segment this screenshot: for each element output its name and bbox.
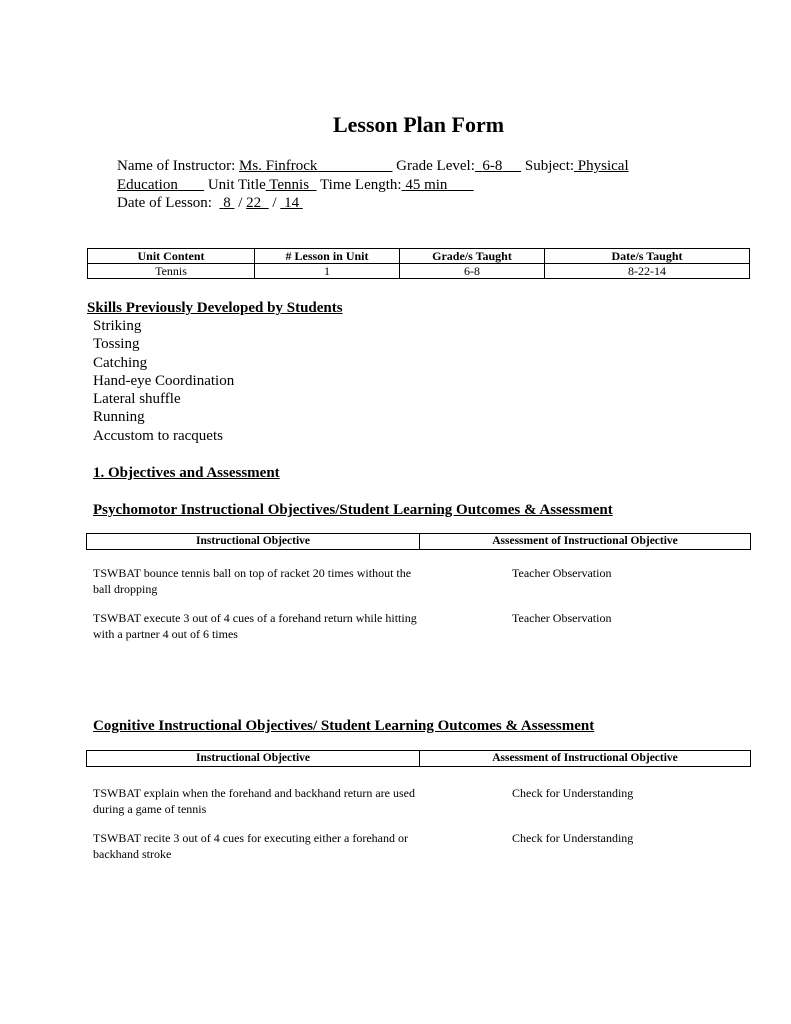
- objective-text: TSWBAT bounce tennis ball on top of racket 20 times without the ball dropping: [93, 566, 412, 596]
- subject-field-continued: Education: [117, 176, 178, 193]
- unit-table-header-row: [88, 249, 750, 264]
- instructor-label: Name of Instructor:: [117, 158, 236, 174]
- list-item: Lateral shuffle: [93, 391, 181, 408]
- grade-level-field: 6-8: [482, 158, 503, 174]
- header-line-2: [117, 176, 737, 195]
- time-length-field: 45 min: [405, 176, 448, 193]
- unit-title-field: Tennis: [269, 176, 310, 193]
- unit-info-table: [87, 248, 750, 279]
- psychomotor-table-header: [86, 533, 751, 550]
- page-title: Lesson Plan Form: [332, 112, 505, 137]
- unit-content-cell: Tennis: [88, 264, 255, 279]
- header-line-3: Date of Lesson: 8 / 22 / 14: [117, 194, 737, 213]
- assessment-column-header: Assessment of Instructional Objective: [420, 751, 751, 767]
- grades-taught-cell: 6-8: [400, 264, 545, 279]
- objective-text: TSWBAT execute 3 out of 4 cues of a forehand return while hitting with a partner 4 out of 6 times: [93, 611, 417, 641]
- subject-label: Subject:: [524, 158, 575, 174]
- skills-heading: Skills Previously Developed by Students: [87, 300, 343, 316]
- list-item: Striking: [93, 318, 142, 334]
- objective-text: TSWBAT explain when the forehand and backhand return are used during a game of tennis: [93, 786, 416, 816]
- objective-column-header: Instructional Objective: [87, 751, 420, 767]
- date-day-field: 22: [246, 195, 262, 211]
- assessment-column-header: Assessment of Instructional Objective: [420, 534, 751, 550]
- lesson-number-cell: 1: [255, 264, 400, 279]
- objectives-heading: 1. Objectives and Assessment: [93, 465, 280, 481]
- unit-title-label: Unit Title: [207, 176, 266, 193]
- grades-taught-header: Grade/s Taught: [400, 249, 545, 264]
- list-item: Running: [93, 409, 145, 426]
- instructor-name-field: Ms. Finfrock: [239, 158, 318, 174]
- objective-text: TSWBAT recite 3 out of 4 cues for executing either a forehand or backhand stroke: [93, 831, 408, 861]
- unit-content-header: Unit Content: [88, 249, 255, 264]
- list-item: Catching: [93, 354, 148, 371]
- assessment-text: Teacher Observation: [512, 566, 612, 580]
- list-item: Tossing: [93, 336, 140, 353]
- skills-list: [93, 317, 234, 445]
- unit-table-row: [88, 264, 750, 279]
- lesson-number-header: # Lesson in Unit: [255, 249, 400, 264]
- date-field: 8: [223, 195, 231, 211]
- cognitive-heading: Cognitive Instructional Objectives/ Student Learning Outcomes & Assessment: [93, 718, 595, 734]
- time-length-label: Time Length:: [320, 176, 402, 193]
- cognitive-table-header: [86, 750, 751, 767]
- objective-column-header: Instructional Objective: [87, 534, 420, 550]
- header-line-1: [117, 157, 737, 176]
- grade-level-label: Grade Level:: [396, 158, 475, 174]
- date-label: Date of Lesson:: [117, 195, 212, 211]
- dates-taught-cell: 8-22-14: [545, 264, 750, 279]
- assessment-text: Check for Understanding: [512, 831, 634, 845]
- psychomotor-heading: Psychomotor Instructional Objectives/Student Learning Outcomes & Assessment: [93, 502, 613, 518]
- date-year-field: 14: [284, 195, 300, 211]
- assessment-text: Teacher Observation: [512, 611, 612, 625]
- assessment-text: Check for Understanding: [512, 786, 634, 800]
- list-item: Hand-eye Coordination: [93, 372, 235, 389]
- lesson-header: [117, 157, 737, 213]
- dates-taught-header: Date/s Taught: [545, 249, 750, 264]
- subject-field: Physical: [577, 158, 629, 174]
- list-item: Accustom to racquets: [93, 427, 223, 444]
